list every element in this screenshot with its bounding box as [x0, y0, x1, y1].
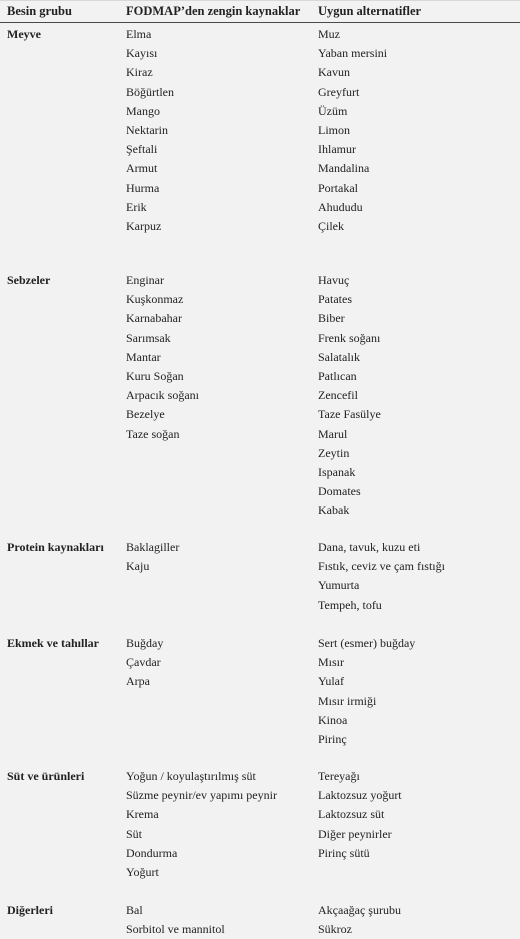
alternative-item: Mısır: [318, 655, 345, 670]
alternative-item: Zencefil: [318, 388, 358, 403]
alternative-item: Marul: [318, 426, 348, 441]
fodmap-rich-item: Sorbitol ve mannitol: [126, 922, 225, 937]
alternative-item: Biber: [318, 311, 345, 326]
fodmap-rich-item: Mango: [126, 103, 160, 118]
alternative-item: Havuç: [318, 273, 350, 287]
fodmap-rich-item: Krema: [126, 807, 159, 822]
food-group-name: Meyve: [7, 27, 41, 41]
fodmap-rich-item: Erik: [126, 199, 147, 214]
alternative-item: Patates: [318, 292, 352, 307]
food-group-name: Protein kaynakları: [7, 540, 104, 554]
alternative-item: Greyfurt: [318, 84, 360, 99]
alternative-item: Laktozsuz süt: [318, 807, 385, 822]
fodmap-rich-list: [126, 25, 174, 236]
fodmap-rich-list: [126, 901, 225, 939]
fodmap-rich-item: Çavdar: [126, 655, 161, 670]
alternative-item: Kinoa: [318, 712, 348, 727]
alternative-item: Yaban mersini: [318, 46, 388, 61]
alternative-item: Pirinç sütü: [318, 845, 370, 860]
alternative-item: Domates: [318, 484, 361, 499]
fodmap-rich-item: Yoğun / koyulaştırılmış süt: [126, 769, 256, 783]
alternative-item: Sert (esmer) buğday: [318, 636, 416, 650]
fodmap-rich-item: Kiraz: [126, 65, 153, 80]
alternative-item: Yulaf: [318, 674, 344, 689]
fodmap-rich-item: Karnabahar: [126, 311, 182, 326]
fodmap-rich-item: Kayısı: [126, 46, 158, 61]
food-group-name: Ekmek ve tahıllar: [7, 636, 99, 650]
alternative-list: [318, 634, 415, 749]
alternative-item: Çilek: [318, 218, 344, 233]
fodmap-rich-item: Baklagiller: [126, 540, 180, 554]
fodmap-rich-list: [126, 538, 179, 576]
alternative-item: Patlıcan: [318, 368, 357, 383]
fodmap-rich-list: [126, 767, 277, 882]
alternative-item: Diğer peynirler: [318, 826, 392, 841]
fodmap-rich-list: [126, 271, 199, 444]
alternative-item: Taze Fasülye: [318, 407, 381, 422]
fodmap-rich-item: Sarımsak: [126, 330, 171, 345]
alternative-item: Mısır irmiği: [318, 693, 377, 708]
fodmap-rich-item: Böğürtlen: [126, 84, 174, 99]
header-suitable-alternatives: Uygun alternatifler: [318, 4, 422, 18]
fodmap-rich-item: Kaju: [126, 559, 150, 574]
alternative-item: Tereyağı: [318, 769, 360, 783]
fodmap-rich-item: Taze soğan: [126, 426, 180, 441]
alternative-list: [318, 271, 381, 520]
alternative-list: [318, 538, 445, 615]
fodmap-rich-item: Yoğurt: [126, 864, 159, 879]
food-group-name: Diğerleri: [7, 903, 53, 917]
alternative-item: Sükroz: [318, 922, 352, 937]
alternative-item: Ihlamur: [318, 142, 356, 157]
fodmap-rich-item: Enginar: [126, 273, 164, 287]
alternative-item: Pirinç: [318, 731, 347, 746]
fodmap-rich-item: Arpa: [126, 674, 150, 689]
alternative-item: Kabak: [318, 503, 350, 518]
fodmap-rich-item: Nektarin: [126, 122, 168, 137]
alternative-item: Laktozsuz yoğurt: [318, 788, 402, 803]
fodmap-rich-item: Kuru Soğan: [126, 368, 184, 383]
fodmap-rich-item: Elma: [126, 27, 152, 41]
alternative-item: Akçaağaç şurubu: [318, 903, 401, 917]
fodmap-rich-list: [126, 634, 163, 692]
fodmap-rich-item: Süzme peynir/ev yapımı peynir: [126, 788, 277, 803]
alternative-item: Zeytin: [318, 445, 350, 460]
fodmap-rich-item: Bezelye: [126, 407, 165, 422]
alternative-item: Üzüm: [318, 103, 348, 118]
fodmap-rich-item: Karpuz: [126, 218, 162, 233]
alternative-item: Dana, tavuk, kuzu eti: [318, 540, 421, 554]
alternative-item: Kavun: [318, 65, 350, 80]
food-group-name: Sebzeler: [7, 273, 51, 287]
fodmap-rich-item: Armut: [126, 161, 158, 176]
alternative-item: Portakal: [318, 180, 358, 195]
table-header: [0, 1, 520, 23]
fodmap-rich-item: Mantar: [126, 349, 161, 364]
alternative-item: Fıstık, ceviz ve çam fıstığı: [318, 559, 445, 574]
alternative-item: Muz: [318, 27, 340, 41]
alternative-item: Frenk soğanı: [318, 330, 381, 345]
alternative-item: Ispanak: [318, 464, 356, 479]
alternative-item: Limon: [318, 122, 350, 137]
fodmap-rich-item: Dondurma: [126, 845, 178, 860]
alternative-list: [318, 25, 387, 236]
food-group-name: Süt ve ürünleri: [7, 769, 85, 783]
fodmap-rich-item: Şeftali: [126, 142, 158, 157]
alternative-item: Ahududu: [318, 199, 363, 214]
fodmap-rich-item: Buğday: [126, 636, 164, 650]
fodmap-rich-item: Kuşkonmaz: [126, 292, 184, 307]
header-food-group: Besin grubu: [7, 4, 72, 18]
alternative-item: Salatalık: [318, 349, 360, 364]
fodmap-rich-item: Bal: [126, 903, 143, 917]
alternative-item: Yumurta: [318, 578, 360, 593]
alternative-item: Tempeh, tofu: [318, 597, 382, 612]
alternative-list: [318, 767, 402, 863]
fodmap-rich-item: Arpacık soğanı: [126, 388, 199, 403]
alternative-item: Mandalina: [318, 161, 370, 176]
fodmap-rich-item: Hurma: [126, 180, 160, 195]
header-fodmap-rich-sources: FODMAP’den zengin kaynaklar: [126, 4, 301, 18]
fodmap-rich-item: Süt: [126, 826, 143, 841]
alternative-list: [318, 901, 401, 939]
